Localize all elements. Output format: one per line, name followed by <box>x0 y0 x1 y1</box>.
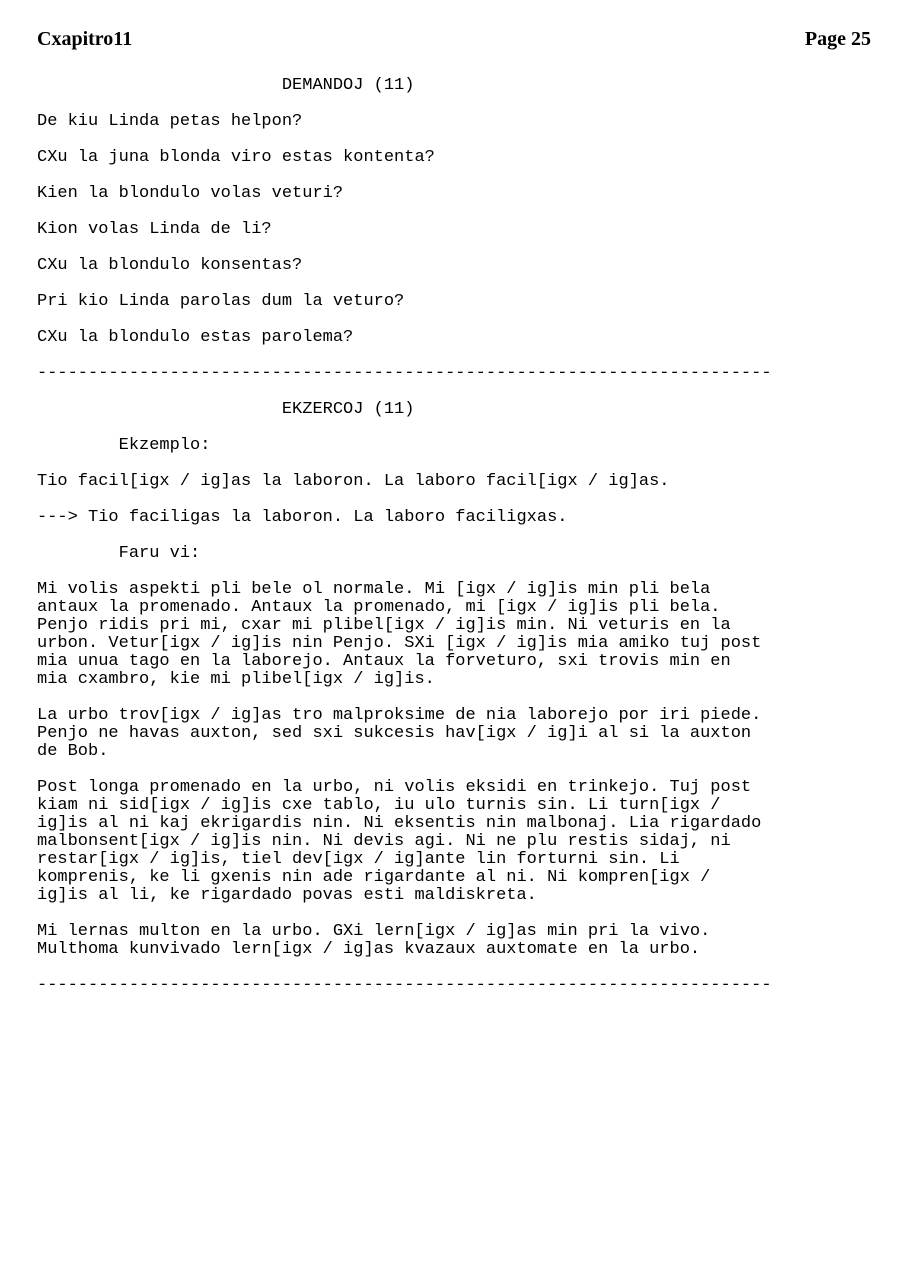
paragraph-line: Multhoma kunvivado lern[igx / ig]as kvazaux auxtomate en la urbo. <box>37 940 701 959</box>
paragraph-line: Post longa promenado en la urbo, ni volis eksidi en trinkejo. Tuj post <box>37 778 752 797</box>
paragraph-line: restar[igx / ig]is, tiel dev[igx / ig]ante lin forturni sin. Li <box>37 850 680 869</box>
paragraph-line: Penjo ridis pri mi, cxar mi plibel[igx / ig]is min. Ni veturis en la <box>37 616 731 635</box>
paragraph-line: komprenis, ke li gxenis nin ade rigardante al ni. Ni kompren[igx / <box>37 868 711 887</box>
document-body <box>37 77 905 995</box>
paragraph-line: malbonsent[igx / ig]is nin. Ni devis agi. Ni ne plu restis sidaj, ni <box>37 832 731 851</box>
paragraph-line: Mi volis aspekti pli bele ol normale. Mi [igx / ig]is min pli bela <box>37 580 711 599</box>
paragraph-line: mia cxambro, kie mi plibel[igx / ig]is. <box>37 670 435 689</box>
answer-line: ---> Tio faciligas la laboron. La laboro faciligxas. <box>37 508 568 527</box>
question-line: Kion volas Linda de li? <box>37 220 272 239</box>
paragraph-line: mia unua tago en la laborejo. Antaux la forveturo, sxi trovis min en <box>37 652 731 671</box>
paragraph-line: kiam ni sid[igx / ig]is cxe tablo, iu ulo turnis sin. Li turn[igx / <box>37 796 721 815</box>
divider-line: ------------------------------------------------------------------------ <box>37 976 772 995</box>
paragraph-line: Penjo ne havas auxton, sed sxi sukcesis hav[igx / ig]i al si la auxton <box>37 724 752 743</box>
blank-line <box>37 131 905 149</box>
question-line: CXu la juna blonda viro estas kontenta? <box>37 148 435 167</box>
paragraph-line: ig]is al ni kaj ekrigardis nin. Ni eksentis nin malbonaj. Lia rigardado <box>37 814 762 833</box>
faru-vi-label: Faru vi: <box>37 544 201 563</box>
blank-line <box>37 563 905 581</box>
blank-line <box>37 455 905 473</box>
paragraph-line: urbon. Vetur[igx / ig]is nin Penjo. SXi [igx / ig]is mia amiko tuj post <box>37 634 762 653</box>
paragraph-line: antaux la promenado. Antaux la promenado, mi [igx / ig]is pli bela. <box>37 598 721 617</box>
page-number: Page 25 <box>804 28 871 50</box>
chapter-title: Cxapitro11 <box>37 28 133 50</box>
paragraph-line: de Bob. <box>37 742 109 761</box>
blank-line <box>37 761 905 779</box>
question-line: Pri kio Linda parolas dum la veturo? <box>37 292 405 311</box>
example-line: Tio facil[igx / ig]as la laboron. La laboro facil[igx / ig]as. <box>37 472 670 491</box>
divider-line: ------------------------------------------------------------------------ <box>37 364 772 383</box>
question-line: CXu la blondulo konsentas? <box>37 256 303 275</box>
blank-line <box>37 383 905 401</box>
page-header <box>0 0 905 51</box>
ekzemplo-label: Ekzemplo: <box>37 436 211 455</box>
blank-line <box>37 311 905 329</box>
blank-line <box>37 491 905 509</box>
blank-line <box>37 203 905 221</box>
question-line: CXu la blondulo estas parolema? <box>37 328 354 347</box>
question-line: Kien la blondulo volas veturi? <box>37 184 344 203</box>
blank-line <box>37 527 905 545</box>
blank-line <box>37 347 905 365</box>
section-title-ekzercoj: EKZERCOJ (11) <box>37 400 415 419</box>
paragraph-line: ig]is al li, ke rigardado povas esti maldiskreta. <box>37 886 537 905</box>
blank-line <box>37 905 905 923</box>
paragraph-line: La urbo trov[igx / ig]as tro malproksime de nia laborejo por iri piede. <box>37 706 762 725</box>
blank-line <box>37 689 905 707</box>
paragraph-line: Mi lernas multon en la urbo. GXi lern[igx / ig]as min pri la vivo. <box>37 922 711 941</box>
question-line: De kiu Linda petas helpon? <box>37 112 303 131</box>
blank-line <box>37 275 905 293</box>
section-title-demandoj: DEMANDOJ (11) <box>37 76 415 95</box>
blank-line <box>37 959 905 977</box>
blank-line <box>37 239 905 257</box>
blank-line <box>37 95 905 113</box>
blank-line <box>37 167 905 185</box>
blank-line <box>37 419 905 437</box>
